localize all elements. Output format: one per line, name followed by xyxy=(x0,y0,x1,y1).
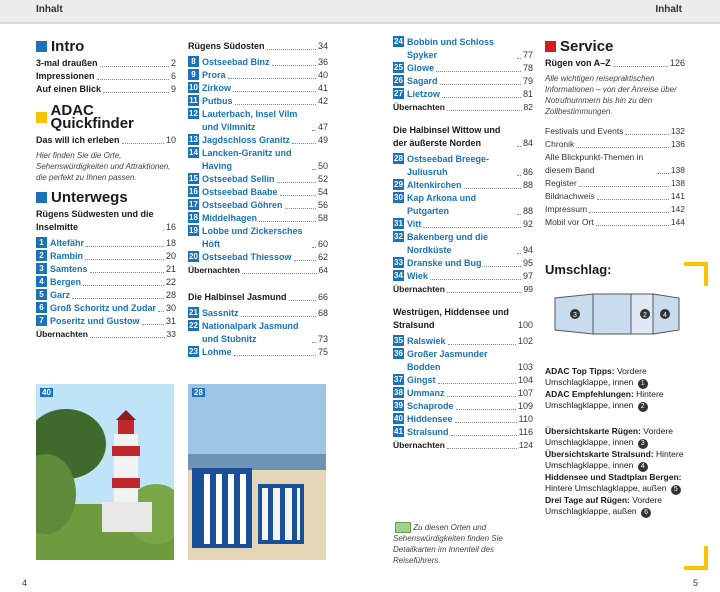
toc-row[interactable]: Rügen von A–Z 126 xyxy=(545,58,685,68)
photo-badge: 40 xyxy=(42,388,51,397)
toc-place-row[interactable]: 21 Sassnitz 68 xyxy=(189,308,328,318)
corner-accent xyxy=(684,262,708,286)
service-title: Service xyxy=(560,38,614,55)
section-quickfinder xyxy=(36,104,176,130)
toc-place-row[interactable]: 17 Ostseebad Göhren 56 xyxy=(189,200,328,210)
service-list-item[interactable]: Register 138 xyxy=(545,178,685,188)
service-list-item[interactable]: Festivals und Events 132 xyxy=(545,126,685,136)
number-badge-icon: 3 xyxy=(638,439,648,449)
service-desc: Alle wichtigen reisepraktischen Informationen – von der Anreise über Notrufnummern bis hin zu den Zollbestimmungen. xyxy=(545,74,677,116)
toc-place-row[interactable]: 8 Ostseebad Binz 36 xyxy=(188,56,328,69)
toc-ueber[interactable]: Übernachten 33 xyxy=(36,329,176,339)
toc-row[interactable]: Impressionen 6 xyxy=(36,71,176,81)
toc-place-row[interactable]: 14 Lancken-Granitz und Having 50 xyxy=(189,148,328,171)
number-badge-icon: 1 xyxy=(638,379,648,389)
photo-badge: 28 xyxy=(194,388,203,397)
cover-legend-item: Hiddensee und Stadtplan Bergen: Hintere Umschlagklappe, außen 5 xyxy=(545,472,682,493)
toc-place-row[interactable]: 19 Lobbe und Zickersches Höft 60 xyxy=(189,226,328,249)
toc-place-row[interactable]: 11 Putbus 42 xyxy=(189,96,328,106)
toc-ueber[interactable]: Übernachten 99 xyxy=(393,284,533,294)
header-left: Inhalt xyxy=(36,4,63,15)
service-list-item[interactable]: Impressum 142 xyxy=(545,204,685,214)
toc-row[interactable]: Das will ich erleben 10 xyxy=(36,135,176,145)
toc-place-row[interactable]: 12 Lauterbach, Insel Vilm und Vilmnitz 47 xyxy=(189,109,328,132)
toc-row[interactable]: 3-mal draußen 2 xyxy=(36,58,176,68)
cover-legend-item: ADAC Empfehlungen: Hintere Umschlagklappe, innen 2 xyxy=(545,389,664,410)
quick-title: ADAC Quickfinder xyxy=(50,102,134,132)
map-note: Zu diesen Orten und Sehenswürdigkeiten finden Sie Detailkarten im Innenteil des Reiseführers. xyxy=(393,523,503,566)
cover-legend-item: Übersichtskarte Stralsund: Hintere Umschlagklappe, innen 4 xyxy=(545,449,684,470)
toc-place-row[interactable]: 30 Kap Arkona und Putgarten 88 xyxy=(394,193,533,216)
svg-text:4: 4 xyxy=(663,312,667,319)
column-4 xyxy=(545,30,685,518)
toc-place-row[interactable]: 13 Jagdschloss Granitz 49 xyxy=(189,135,328,145)
toc-place-row[interactable]: 22 Nationalpark Jasmund und Stubnitz 73 xyxy=(189,321,328,344)
toc-place-row[interactable]: 23 Lohme 75 xyxy=(189,347,328,357)
toc-place-row[interactable]: 29 Altenkirchen 88 xyxy=(394,180,533,190)
cover-fold-diagram xyxy=(545,286,685,348)
svg-text:2: 2 xyxy=(643,312,647,319)
cover-legend-item: Übersichtskarte Rügen: Vordere Umschlagklappe, innen 3 xyxy=(545,426,674,447)
lighthouse-image xyxy=(36,384,174,560)
toc-place-row[interactable]: 34 Wiek 97 xyxy=(394,271,533,281)
toc-ueber[interactable]: Übernachten 124 xyxy=(393,440,533,450)
toc-place-row[interactable]: 15 Ostseebad Sellin 52 xyxy=(189,174,328,184)
column-3 xyxy=(393,30,533,572)
column-1 xyxy=(36,30,176,341)
toc-place-row[interactable]: 7 Poseritz und Gustow 31 xyxy=(36,315,176,328)
toc-place-row[interactable]: 10 Zirkow 41 xyxy=(189,83,328,93)
cover-legend-item: Drei Tage auf Rügen: Vordere Umschlagklappe, außen 6 xyxy=(545,495,663,516)
toc-place-row[interactable]: 2 Rambin 20 xyxy=(36,250,176,263)
toc-row[interactable]: Auf einen Blick 9 xyxy=(36,84,176,94)
toc-place-row[interactable]: 33 Dranske und Bug 95 xyxy=(394,258,533,268)
toc-place-row[interactable]: 40 Hiddensee 110 xyxy=(394,414,533,424)
toc-region[interactable]: Die Halbinsel Wittow und der äußerste Norden 84 xyxy=(393,125,533,148)
toc-region[interactable]: Rügens Südosten 34 xyxy=(188,41,328,51)
lighthouse-photo xyxy=(36,384,174,560)
toc-place-row[interactable]: 27 Lietzow 81 xyxy=(394,89,533,99)
service-list-item[interactable]: Alle Blickpunkt-Themen in diesem Band 138 xyxy=(545,152,685,175)
beach-image xyxy=(188,384,326,560)
toc-region[interactable]: Westrügen, Hiddensee und Stralsund 100 xyxy=(393,307,533,330)
unterwegs-title: Unterwegs xyxy=(51,189,128,206)
toc-place-row[interactable]: 39 Schaprode 109 xyxy=(394,401,533,411)
column-2 xyxy=(188,30,328,359)
number-badge-icon: 5 xyxy=(671,485,681,495)
header-bar xyxy=(0,0,720,24)
beach-photo xyxy=(188,384,326,560)
header-right: Inhalt xyxy=(655,4,682,15)
section-intro xyxy=(36,40,176,53)
toc-place-row[interactable]: 20 Ostseebad Thiessow 62 xyxy=(189,252,328,262)
toc-place-row[interactable]: 41 Stralsund 116 xyxy=(394,427,533,437)
toc-ueber[interactable]: Übernachten 64 xyxy=(188,265,328,275)
cover-legend-item: ADAC Top Tipps: Vordere Umschlagklappe, innen 1 xyxy=(545,366,647,387)
toc-place-row[interactable]: 26 Sagard 79 xyxy=(394,76,533,86)
service-list-item[interactable]: Bildnachweis 141 xyxy=(545,191,685,201)
toc-place-row[interactable]: 38 Ummanz 107 xyxy=(394,388,533,398)
section-unterwegs xyxy=(36,191,176,204)
page-number-right: 5 xyxy=(692,578,698,588)
number-badge-icon: 2 xyxy=(638,402,648,412)
toc-place-row[interactable]: 9 Prora 40 xyxy=(188,69,328,82)
toc-place-row[interactable]: 5 Garz 28 xyxy=(36,289,176,302)
toc-region[interactable]: Die Halbinsel Jasmund 66 xyxy=(188,292,328,302)
quick-desc: Hier finden Sie die Orte, Sehenswürdigkeiten und Attraktionen, die perfekt zu Ihnen passen. xyxy=(36,151,171,182)
toc-place-row[interactable]: 35 Ralswiek 102 xyxy=(394,336,533,346)
svg-text:3: 3 xyxy=(573,312,577,319)
toc-place-row[interactable]: 31 Vitt 92 xyxy=(394,219,533,229)
section-service xyxy=(545,40,685,53)
toc-place-row[interactable]: 1 Altefähr 18 xyxy=(36,237,176,250)
corner-accent xyxy=(684,546,708,570)
toc-place-row[interactable]: 36 Großer Jasmunder Bodden 103 xyxy=(394,349,533,372)
toc-place-row[interactable]: 6 Groß Schoritz und Zudar 30 xyxy=(36,302,176,315)
toc-place-row[interactable]: 25 Glowe 78 xyxy=(394,63,533,73)
number-badge-icon: 6 xyxy=(641,508,651,518)
map-icon xyxy=(395,522,411,533)
umschlag-title: Umschlag: xyxy=(545,262,612,277)
toc-place-row[interactable]: 16 Ostseebad Baabe 54 xyxy=(189,187,328,197)
number-badge-icon: 4 xyxy=(638,462,648,472)
toc-place-row[interactable]: 37 Gingst 104 xyxy=(394,375,533,385)
toc-place-row[interactable]: 4 Bergen 22 xyxy=(36,276,176,289)
toc-place-row[interactable]: 28 Ostseebad Breege-Juliusruh 86 xyxy=(394,154,533,177)
toc-place-row[interactable]: 24 Bobbin und Schloss Spyker 77 xyxy=(394,37,533,60)
toc-place-row[interactable]: 18 Middelhagen 58 xyxy=(189,213,328,223)
service-list-item[interactable]: Chronik 136 xyxy=(545,139,685,149)
toc-place-row[interactable]: 3 Samtens 21 xyxy=(36,263,176,276)
toc-place-row[interactable]: 32 Bakenberg und die Nordküste 94 xyxy=(394,232,533,255)
toc-ueber[interactable]: Übernachten 82 xyxy=(393,102,533,112)
intro-title: Intro xyxy=(51,38,85,55)
page-number-left: 4 xyxy=(22,578,28,588)
toc-region[interactable]: Rügens Südwesten und die Inselmitte 16 xyxy=(36,209,176,232)
service-list-item[interactable]: Mobil vor Ort 144 xyxy=(545,217,685,227)
